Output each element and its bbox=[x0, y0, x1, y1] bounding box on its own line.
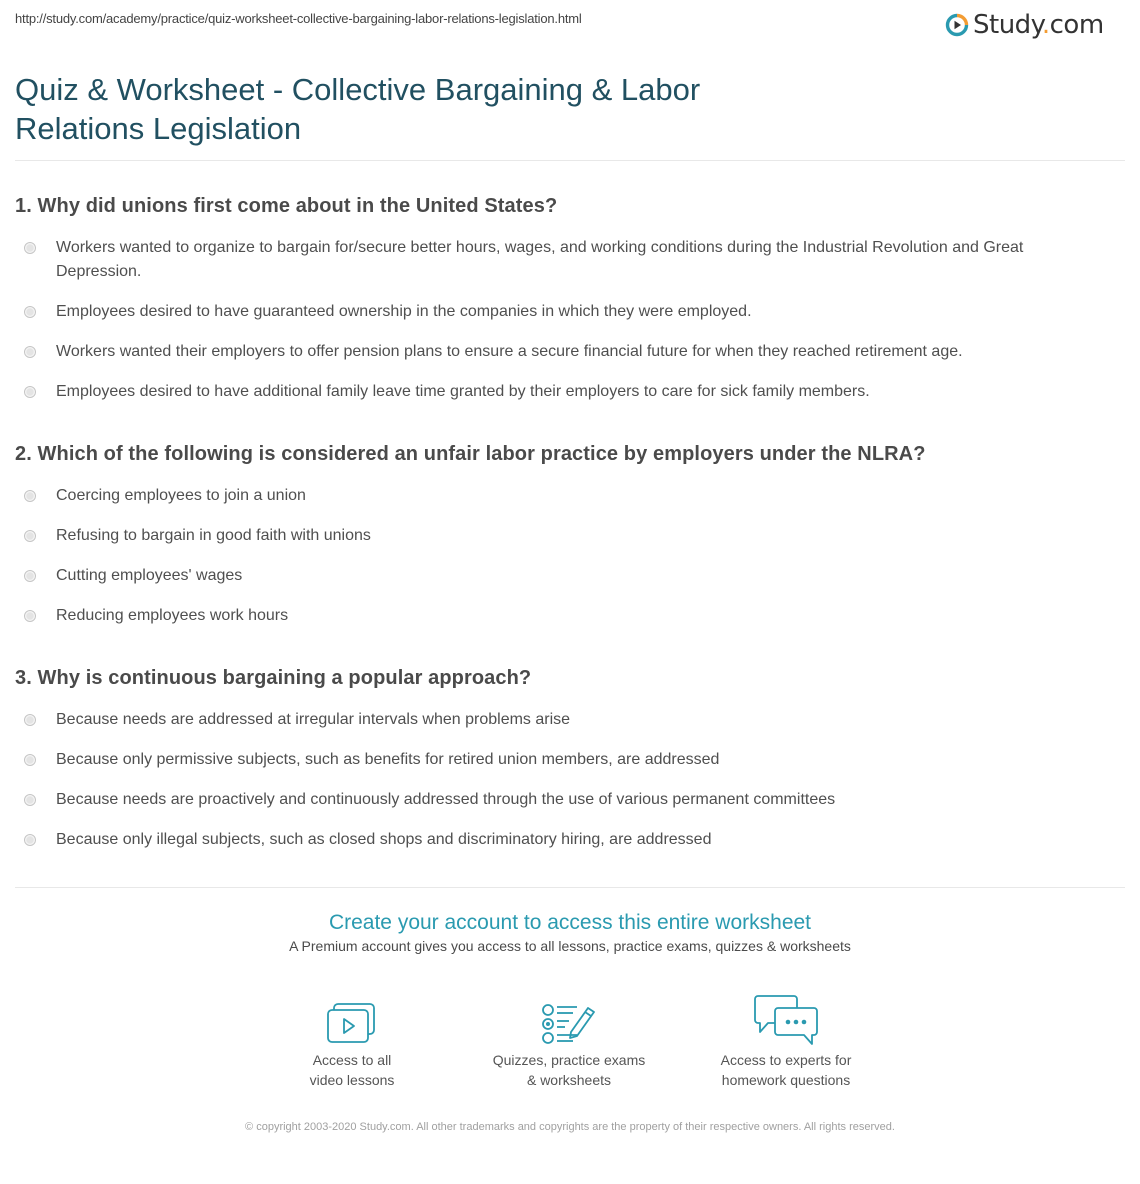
answer-list bbox=[15, 708, 1100, 852]
video-lessons-icon bbox=[326, 1002, 378, 1046]
quiz-checklist-icon bbox=[541, 1002, 597, 1046]
divider-top bbox=[15, 160, 1125, 161]
answer-text: Because only illegal subjects, such as closed shops and discriminatory hiring, are addressed bbox=[56, 831, 712, 848]
question-title: 3. Why is continuous bargaining a popular approach? bbox=[15, 667, 532, 689]
feature-label-line2: homework questions bbox=[721, 1072, 851, 1088]
create-account-link[interactable]: Create your account to access this entire worksheet bbox=[328, 911, 812, 934]
answer-option[interactable] bbox=[15, 748, 1100, 772]
answer-option[interactable] bbox=[15, 524, 1100, 548]
answer-option[interactable] bbox=[15, 300, 1100, 324]
answer-text: Workers wanted to organize to bargain for/secure better hours, wages, and working conditions during the Industrial Revolution and Great Depression. bbox=[56, 239, 1024, 280]
copyright-notice: © copyright 2003-2020 Study.com. All other trademarks and copyrights are the property of their respective owners. All rights reserved. bbox=[245, 1121, 895, 1133]
radio-button[interactable] bbox=[24, 530, 36, 542]
question-3 bbox=[15, 666, 1100, 868]
answer-option[interactable] bbox=[15, 708, 1100, 732]
feature-video-lessons bbox=[252, 990, 452, 1090]
answer-list bbox=[15, 236, 1100, 404]
answer-option[interactable] bbox=[15, 564, 1100, 588]
answer-text: Coercing employees to join a union bbox=[56, 487, 306, 504]
feature-label-line2: video lessons bbox=[309, 1072, 395, 1088]
question-title: 1. Why did unions first come about in the United States? bbox=[15, 195, 558, 217]
signup-cta bbox=[0, 910, 1140, 954]
cta-subtitle: A Premium account gives you access to all lessons, practice exams, quizzes & worksheets bbox=[289, 938, 851, 954]
answer-text: Because only permissive subjects, such as benefits for retired union members, are addressed bbox=[56, 751, 720, 768]
feature-quizzes bbox=[469, 990, 669, 1090]
question-title: 2. Which of the following is considered an unfair labor practice by employers under the NLRA? bbox=[15, 443, 926, 465]
answer-text: Because needs are proactively and continuously addressed through the use of various permanent committees bbox=[56, 791, 836, 808]
feature-label-line1: Access to experts for bbox=[720, 1052, 852, 1068]
logo-dot: . bbox=[1041, 10, 1050, 40]
radio-button[interactable] bbox=[24, 834, 36, 846]
page-url: http://study.com/academy/practice/quiz-worksheet-collective-bargaining-labor-relations-legislation.html bbox=[15, 11, 582, 26]
chat-bubbles-icon bbox=[754, 994, 818, 1046]
answer-text: Employees desired to have additional family leave time granted by their employers to care for sick family members. bbox=[56, 383, 870, 400]
answer-text: Because needs are addressed at irregular intervals when problems arise bbox=[56, 711, 571, 728]
radio-button[interactable] bbox=[24, 754, 36, 766]
answer-option[interactable] bbox=[15, 340, 1100, 364]
answer-text: Employees desired to have guaranteed ownership in the companies in which they were employed. bbox=[56, 303, 752, 320]
radio-button[interactable] bbox=[24, 346, 36, 358]
play-circle-icon bbox=[945, 13, 969, 37]
feature-label-line1: Quizzes, practice exams bbox=[492, 1052, 646, 1068]
radio-button[interactable] bbox=[24, 386, 36, 398]
radio-button[interactable] bbox=[24, 714, 36, 726]
feature-label-line1: Access to all bbox=[312, 1052, 392, 1068]
answer-text: Cutting employees' wages bbox=[56, 567, 243, 584]
answer-option[interactable] bbox=[15, 604, 1100, 628]
answer-text: Refusing to bargain in good faith with unions bbox=[56, 527, 371, 544]
radio-button[interactable] bbox=[24, 794, 36, 806]
logo-text-main: Study bbox=[973, 10, 1042, 40]
answer-option[interactable] bbox=[15, 828, 1100, 852]
answer-option[interactable] bbox=[15, 380, 1100, 404]
radio-button[interactable] bbox=[24, 242, 36, 254]
question-2 bbox=[15, 442, 1100, 644]
radio-button[interactable] bbox=[24, 490, 36, 502]
study-logo[interactable] bbox=[945, 8, 1104, 42]
feature-label-line2: & worksheets bbox=[526, 1072, 612, 1088]
radio-button[interactable] bbox=[24, 570, 36, 582]
radio-button[interactable] bbox=[24, 306, 36, 318]
answer-option[interactable] bbox=[15, 484, 1100, 508]
radio-button[interactable] bbox=[24, 610, 36, 622]
feature-experts bbox=[686, 990, 886, 1090]
logo-text-tld: com bbox=[1049, 10, 1104, 40]
question-1 bbox=[15, 194, 1100, 420]
answer-text: Workers wanted their employers to offer pension plans to ensure a secure financial future for when they reached retirement age. bbox=[56, 343, 963, 360]
divider-bottom bbox=[15, 887, 1125, 888]
answer-option[interactable] bbox=[15, 236, 1100, 284]
answer-text: Reducing employees work hours bbox=[56, 607, 289, 624]
page-title: Quiz & Worksheet - Collective Bargaining & Labor Relations Legislation bbox=[15, 72, 701, 146]
answer-list bbox=[15, 484, 1100, 628]
answer-option[interactable] bbox=[15, 788, 1100, 812]
